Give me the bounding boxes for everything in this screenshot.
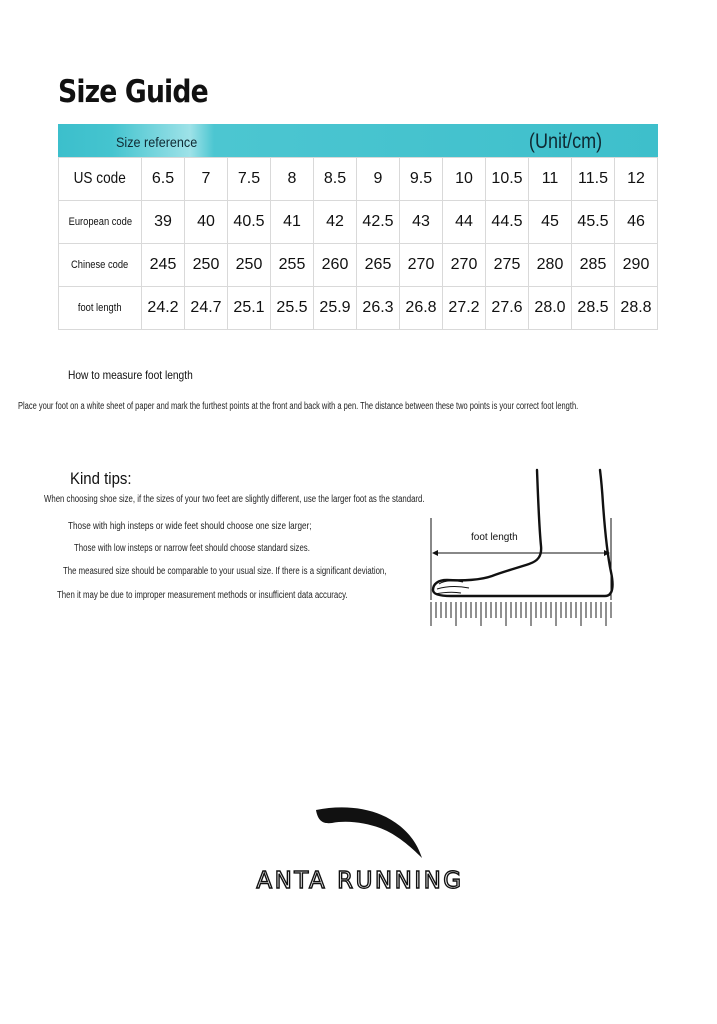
- row-header: [59, 158, 142, 201]
- size-cell: 6.5: [142, 158, 185, 201]
- size-cell: 245: [142, 244, 185, 287]
- size-cell: 280: [529, 244, 572, 287]
- foot-outline-icon: [433, 470, 613, 596]
- size-cell: 27.6: [486, 287, 529, 330]
- size-cell: 270: [400, 244, 443, 287]
- size-cell: 265: [357, 244, 400, 287]
- tip-5: Then it may be due to improper measurement methods or insufficient data accuracy.: [57, 590, 348, 601]
- size-cell: 40.5: [228, 201, 271, 244]
- table-row: [59, 201, 658, 244]
- size-grid: [58, 157, 658, 330]
- page-title: Size Guide: [58, 74, 208, 110]
- size-cell: 275: [486, 244, 529, 287]
- size-cell: 39: [142, 201, 185, 244]
- row-header: [59, 201, 142, 244]
- size-cell: 25.9: [314, 287, 357, 330]
- ruler-icon: [431, 602, 611, 626]
- table-row: [59, 287, 658, 330]
- table-row: [59, 244, 658, 287]
- size-cell: 28.0: [529, 287, 572, 330]
- row-header: [59, 244, 142, 287]
- size-cell: 7: [185, 158, 228, 201]
- howto-description: Place your foot on a white sheet of paper and mark the furthest points at the front and back with a pen. The distance between these two points is your correct foot length.: [18, 401, 579, 412]
- row-header-label: Chinese code: [71, 259, 129, 271]
- brand-wordmark: ANTA RUNNING: [256, 868, 464, 892]
- foot-measurement-diagram: [425, 468, 625, 630]
- row-header-label: foot length: [78, 302, 122, 314]
- unit-label: (Unit/cm): [528, 130, 602, 153]
- size-cell: 25.5: [271, 287, 314, 330]
- table-header-bar: [58, 124, 658, 157]
- size-cell: 28.8: [615, 287, 658, 330]
- size-cell: 11: [529, 158, 572, 201]
- size-cell: 46: [615, 201, 658, 244]
- size-cell: 44: [443, 201, 486, 244]
- size-cell: 8: [271, 158, 314, 201]
- size-cell: 28.5: [572, 287, 615, 330]
- table-row: [59, 158, 658, 201]
- size-cell: 43: [400, 201, 443, 244]
- size-cell: 44.5: [486, 201, 529, 244]
- size-cell: 7.5: [228, 158, 271, 201]
- size-cell: 270: [443, 244, 486, 287]
- size-cell: 42.5: [357, 201, 400, 244]
- size-cell: 45: [529, 201, 572, 244]
- howto-title: How to measure foot length: [68, 368, 193, 382]
- size-reference-label: Size reference: [116, 134, 198, 150]
- size-cell: 40: [185, 201, 228, 244]
- size-cell: 24.7: [185, 287, 228, 330]
- size-cell: 10: [443, 158, 486, 201]
- anta-logo: [200, 802, 520, 892]
- size-cell: 27.2: [443, 287, 486, 330]
- size-cell: 11.5: [572, 158, 615, 201]
- tip-2: Those with high insteps or wide feet should choose one size larger;: [68, 520, 312, 532]
- size-cell: 26.8: [400, 287, 443, 330]
- size-cell: 250: [228, 244, 271, 287]
- anta-swoosh-icon: [316, 807, 422, 858]
- kind-tips-title: Kind tips:: [70, 469, 132, 488]
- size-cell: 10.5: [486, 158, 529, 201]
- size-cell: 255: [271, 244, 314, 287]
- size-cell: 25.1: [228, 287, 271, 330]
- foot-length-label: foot length: [471, 532, 518, 543]
- tip-1: When choosing shoe size, if the sizes of your two feet are slightly different, use the larger foot as the standard.: [44, 494, 425, 505]
- size-cell: 285: [572, 244, 615, 287]
- row-header-label: US code: [73, 170, 127, 187]
- size-cell: 26.3: [357, 287, 400, 330]
- size-cell: 42: [314, 201, 357, 244]
- size-cell: 12: [615, 158, 658, 201]
- row-header-label: European code: [68, 216, 132, 228]
- size-cell: 9: [357, 158, 400, 201]
- size-cell: 260: [314, 244, 357, 287]
- size-cell: 41: [271, 201, 314, 244]
- size-cell: 290: [615, 244, 658, 287]
- size-cell: 8.5: [314, 158, 357, 201]
- tip-4: The measured size should be comparable to your usual size. If there is a significant deviation,: [63, 566, 387, 577]
- size-cell: 45.5: [572, 201, 615, 244]
- tip-3: Those with low insteps or narrow feet should choose standard sizes.: [74, 543, 310, 554]
- size-cell: 9.5: [400, 158, 443, 201]
- size-table: [58, 124, 658, 330]
- row-header: [59, 287, 142, 330]
- size-cell: 250: [185, 244, 228, 287]
- size-cell: 24.2: [142, 287, 185, 330]
